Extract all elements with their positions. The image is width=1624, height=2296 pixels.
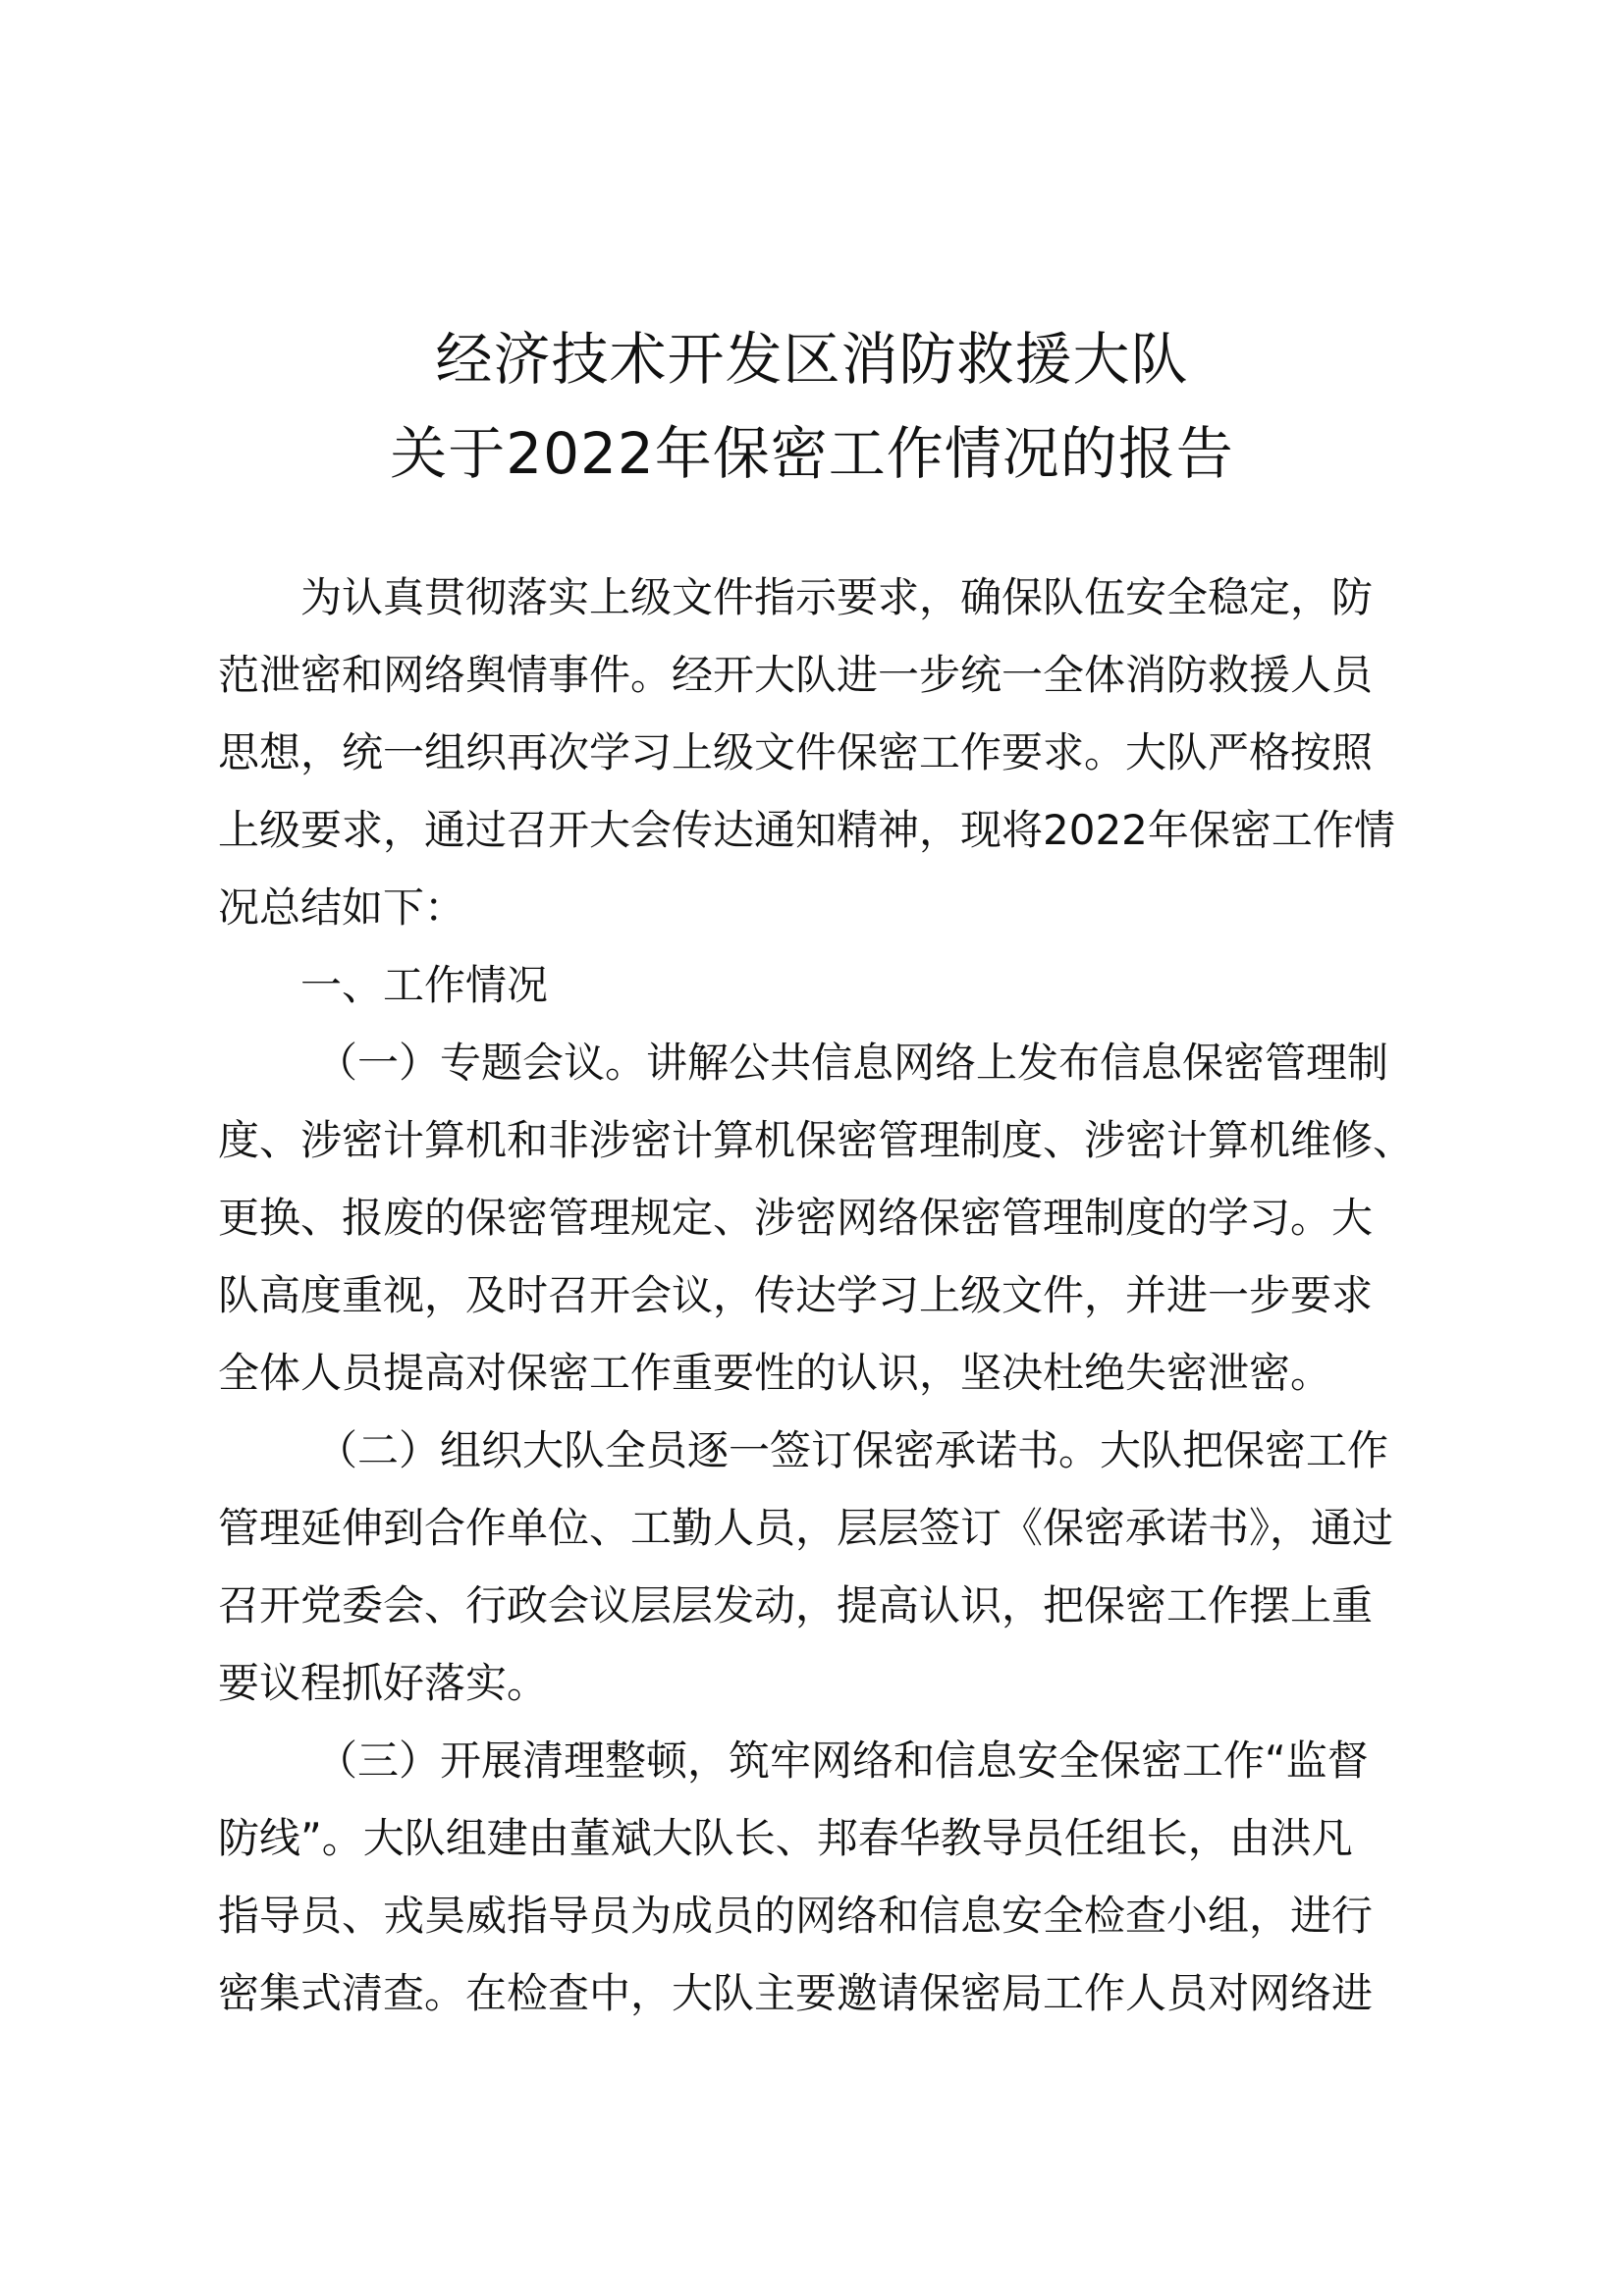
- paragraph-line: 度、涉密计算机和非涉密计算机保密管理制度、涉密计算机维修、: [218, 1116, 1415, 1164]
- title-line-2: 关于2022年保密工作情况的报告: [390, 420, 1234, 487]
- document-body: [218, 559, 1455, 2032]
- paragraph-line: 密集式清查。在检查中，大队主要邀请保密局工作人员对网络进: [218, 1969, 1374, 2017]
- paragraph-line: 范泄密和网络舆情事件。经开大队进一步统一全体消防救援人员: [218, 651, 1374, 699]
- title-line-1: 经济技术开发区消防救援大队: [435, 326, 1189, 393]
- paragraph-line: 召开党委会、行政会议层层发动，提高认识，把保密工作摆上重: [218, 1581, 1374, 1629]
- paragraph-line: （一）专题会议。讲解公共信息网络上发布信息保密管理制: [316, 1039, 1389, 1087]
- document-title: [0, 312, 1624, 501]
- paragraph-line: （三）开展清理整顿，筑牢网络和信息安全保密工作“监督: [316, 1736, 1369, 1785]
- paragraph-line: 指导员、戎昊威指导员为成员的网络和信息安全检查小组，进行: [218, 1892, 1374, 1940]
- paragraph-line: 况总结如下：: [218, 883, 466, 932]
- paragraph-line: （二）组织大队全员逐一签订保密承诺书。大队把保密工作: [316, 1426, 1389, 1474]
- paragraph-line: 队高度重视，及时召开会议，传达学习上级文件，并进一步要求: [218, 1271, 1374, 1319]
- paragraph-line: 管理延伸到合作单位、工勤人员，层层签订《保密承诺书》，通过: [218, 1504, 1394, 1552]
- paragraph-line: 更换、报废的保密管理规定、涉密网络保密管理制度的学习。大: [218, 1194, 1374, 1242]
- paragraph-line: 全体人员提高对保密工作重要性的认识，坚决杜绝失密泄密。: [218, 1349, 1332, 1397]
- paragraph-line: 思想，统一组织再次学习上级文件保密工作要求。大队严格按照: [218, 728, 1374, 776]
- paragraph-line: 防线”。大队组建由董斌大队长、邦春华教导员任组长，由洪凡: [218, 1814, 1353, 1862]
- paragraph-line: 为认真贯彻落实上级文件指示要求，确保队伍安全稳定，防: [300, 573, 1374, 621]
- paragraph-line: 上级要求，通过召开大会传达通知精神，现将2022年保密工作情: [218, 806, 1395, 854]
- section-heading: 一、工作情况: [300, 961, 549, 1009]
- paragraph-line: 要议程抓好落实。: [218, 1659, 549, 1707]
